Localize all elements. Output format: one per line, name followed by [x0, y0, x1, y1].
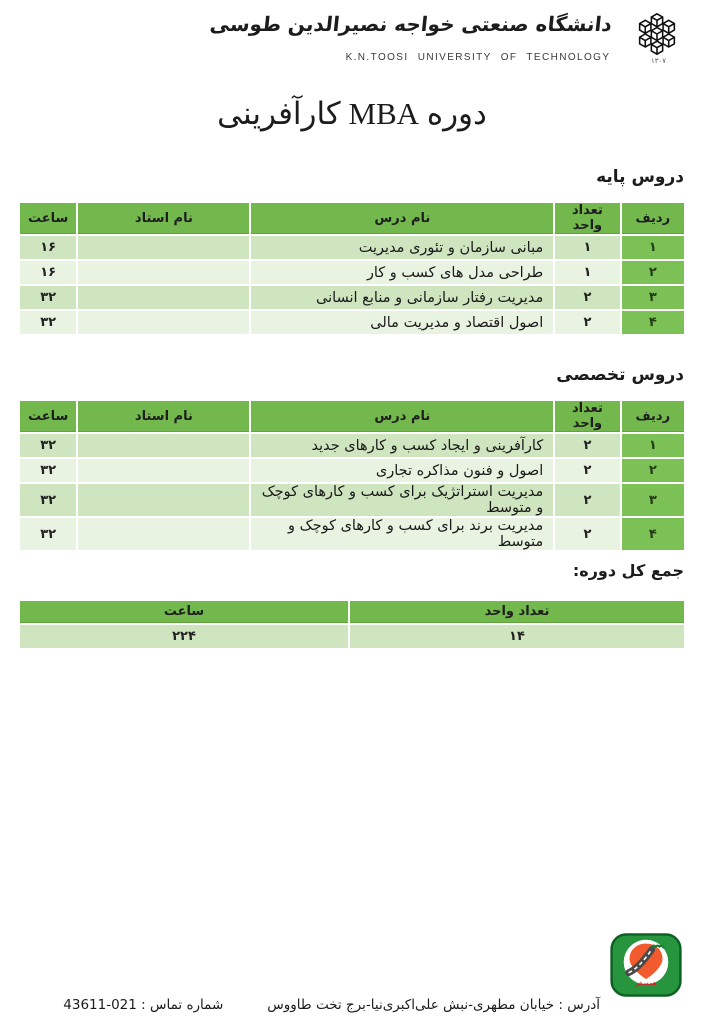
- cell-units: ۲: [555, 286, 619, 309]
- app-logo-icon: [610, 933, 682, 997]
- table-row: [20, 484, 684, 516]
- table-row: [20, 459, 684, 482]
- table-header-row: [20, 203, 684, 234]
- cell-instructor: [78, 484, 249, 516]
- table-row: [20, 434, 684, 457]
- cell-instructor: [78, 518, 249, 550]
- table-row: [20, 311, 684, 334]
- column-header-units: تعداد واحد: [555, 203, 619, 234]
- university-header: [0, 0, 704, 80]
- cell-instructor: [78, 286, 249, 309]
- footer: [20, 997, 600, 1013]
- table-row: [20, 261, 684, 284]
- cell-course: مدیریت رفتار سازمانی و منابع انسانی: [251, 286, 553, 309]
- university-name-calligraphy: دانشگاه صنعتی خواجه نصیرالدین طوسی: [208, 12, 614, 36]
- cell-instructor: [78, 236, 249, 259]
- cell-radif: ۲: [622, 459, 684, 482]
- cell-radif: ۳: [622, 484, 684, 516]
- cell-units: ۲: [555, 484, 619, 516]
- cell-hours: ۳۲: [20, 311, 76, 334]
- specialized-courses-table: [18, 399, 686, 552]
- cell-radif: ۴: [622, 518, 684, 550]
- cell-hours: ۳۲: [20, 434, 76, 457]
- cell-units: ۲: [555, 434, 619, 457]
- app-logo-text: همسفر: [635, 980, 657, 987]
- page-title: دوره MBA کارآفرینی: [217, 96, 487, 131]
- cell-course: مبانی سازمان و تئوری مدیریت: [251, 236, 553, 259]
- cell-radif: ۱: [622, 434, 684, 457]
- cell-course: مدیریت برند برای کسب و کارهای کوچک و متوسط: [251, 518, 553, 550]
- cell-radif: ۱: [622, 236, 684, 259]
- cell-course: طراحی مدل های کسب و کار: [251, 261, 553, 284]
- cell-course: اصول اقتصاد و مدیریت مالی: [251, 311, 553, 334]
- cell-hours: ۳۲: [20, 459, 76, 482]
- column-header-radif: ردیف: [622, 203, 684, 234]
- basic-courses-table: [18, 201, 686, 336]
- column-header-units: تعداد واحد: [555, 401, 619, 432]
- cell-instructor: [78, 261, 249, 284]
- cell-units: ۲: [555, 459, 619, 482]
- table-header-row: [20, 601, 684, 623]
- cell-radif: ۴: [622, 311, 684, 334]
- cell-radif: ۲: [622, 261, 684, 284]
- total-label: جمع کل دوره:: [572, 561, 684, 580]
- table-row: [20, 236, 684, 259]
- cell-units: ۲: [555, 518, 619, 550]
- column-header-course: نام درس: [251, 401, 553, 432]
- column-header-total-units: تعداد واحد: [350, 601, 684, 623]
- cell-hours: ۱۶: [20, 261, 76, 284]
- cell-course: اصول و فنون مذاکره تجاری: [251, 459, 553, 482]
- table-row: [20, 286, 684, 309]
- table-row: [20, 625, 684, 648]
- table-header-row: [20, 401, 684, 432]
- column-header-total-hours: ساعت: [20, 601, 348, 623]
- column-header-hours: ساعت: [20, 401, 76, 432]
- column-header-instructor: نام استاد: [78, 401, 249, 432]
- section-heading-specialized: دروس تخصصی: [556, 365, 684, 385]
- cell-instructor: [78, 311, 249, 334]
- column-header-instructor: نام استاد: [78, 203, 249, 234]
- column-header-radif: ردیف: [622, 401, 684, 432]
- column-header-hours: ساعت: [20, 203, 76, 234]
- cell-instructor: [78, 459, 249, 482]
- cell-units: ۱: [555, 261, 619, 284]
- cell-hours: ۳۲: [20, 518, 76, 550]
- footer-phone: شماره تماس : 021-43611: [63, 997, 224, 1013]
- cell-radif: ۳: [622, 286, 684, 309]
- footer-address: آدرس : خیابان مطهری-نبش علی‌اکبری‌نیا-برج تخت طاووس: [267, 997, 600, 1013]
- section-heading-basic: دروس پایه: [596, 167, 684, 187]
- cell-hours: ۱۶: [20, 236, 76, 259]
- cell-units: ۱: [555, 236, 619, 259]
- cell-hours: ۳۲: [20, 286, 76, 309]
- total-units-value: ۱۴: [350, 625, 684, 648]
- cell-units: ۲: [555, 311, 619, 334]
- total-table: [18, 599, 686, 650]
- cell-instructor: [78, 434, 249, 457]
- university-logo-icon: [624, 6, 690, 62]
- total-hours-value: ۲۲۴: [20, 625, 348, 648]
- university-founding-year: ۱۳۰۷: [650, 57, 666, 65]
- cell-hours: ۳۲: [20, 484, 76, 516]
- column-header-course: نام درس: [251, 203, 553, 234]
- table-row: [20, 518, 684, 550]
- university-name-english: K.N.TOOSI UNIVERSITY OF TECHNOLOGY: [345, 52, 611, 63]
- cell-course: مدیریت استراتژیک برای کسب و کارهای کوچک و متوسط: [251, 484, 553, 516]
- cell-course: کارآفرینی و ایجاد کسب و کارهای جدید: [251, 434, 553, 457]
